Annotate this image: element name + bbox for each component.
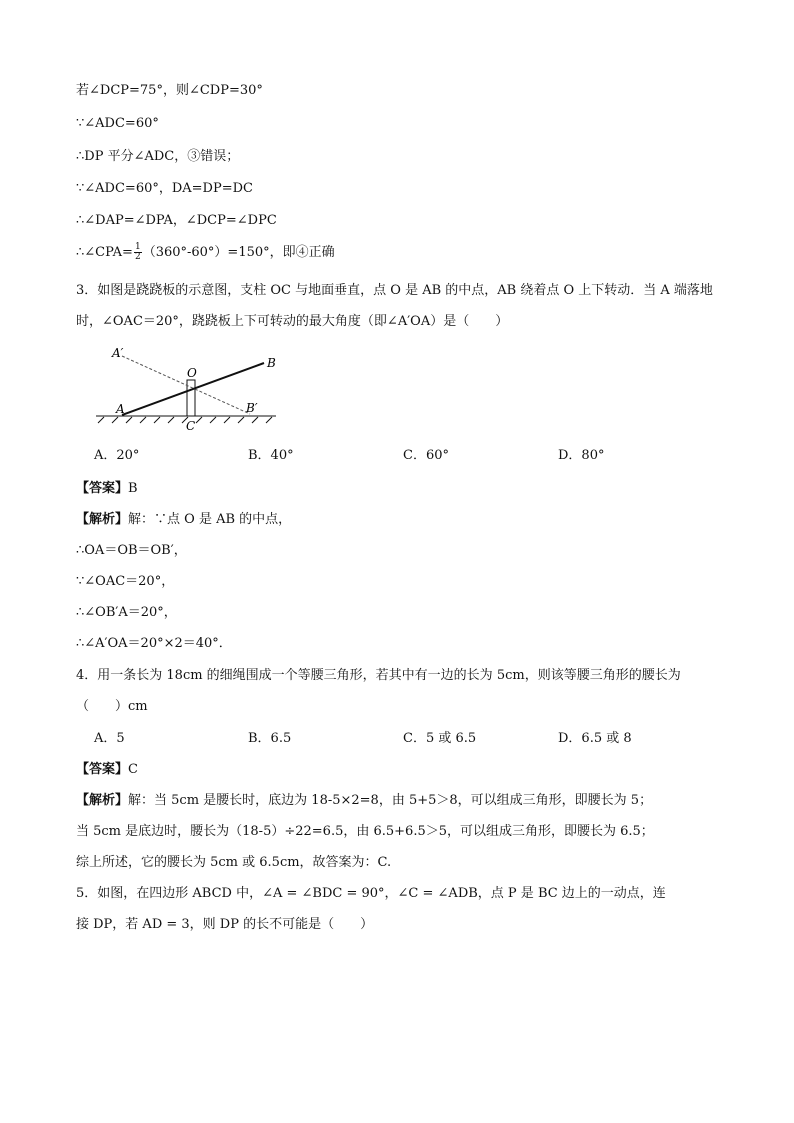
q4-answer xyxy=(76,761,138,779)
q4-answer-label: 【答案】 xyxy=(76,762,129,777)
q4-choice-b: B．6.5 xyxy=(248,731,292,746)
q3-answer-label: 【答案】 xyxy=(76,481,129,496)
label-b-prime: B′ xyxy=(246,401,258,415)
q4-stem-2: （ ）cm xyxy=(76,699,148,714)
q4-analysis-2: 当 5cm 是底边时，腰长为（18-5）÷22=6.5，由 6.5+6.5＞5，可以组成三角形，即腰长为 6.5； xyxy=(76,824,654,839)
rotated-board-dashed xyxy=(122,356,250,414)
q4-analysis-1 xyxy=(76,792,652,810)
q4-answer-value: C xyxy=(128,762,138,777)
q3-analysis-4: ∴∠OB′A＝20°， xyxy=(76,605,177,620)
line-6-suffix: （360°-60°）=150°，即④正确 xyxy=(142,245,335,260)
q4-choice-a: A．5 xyxy=(94,731,125,746)
q4-stem-1: 4．用一条长为 18cm 的细绳围成一个等腰三角形，若其中有一边的长为 5cm，则该等腰三角形的腰长为 xyxy=(76,668,681,683)
label-c: C xyxy=(186,419,196,433)
label-a-prime: A′ xyxy=(112,346,124,360)
q4-analysis-text-1: 解：当 5cm 是腰长时，底边为 18-5×2=8，由 5+5＞8，可以组成三角形，即腰长为 5； xyxy=(128,793,653,808)
label-o: O xyxy=(187,366,197,380)
q3-analysis-2: ∴OA＝OB＝OB′， xyxy=(76,543,187,558)
line-5: ∴∠DAP=∠DPA，∠DCP=∠DPC xyxy=(76,213,277,228)
q3-analysis-label: 【解析】 xyxy=(76,512,129,527)
q5-stem-1: 5．如图，在四边形 ABCD 中，∠A = ∠BDC = 90°，∠C = ∠ADB，点 P 是 BC 边上的一动点，连 xyxy=(76,886,666,901)
fraction-half xyxy=(134,243,142,262)
ground-hatch xyxy=(98,417,272,423)
q4-choice-d: D．6.5 或 8 xyxy=(558,731,632,746)
line-2: ∵∠ADC=60° xyxy=(76,116,159,131)
q3-choice-c: C．60° xyxy=(403,448,449,463)
label-a: A xyxy=(116,402,125,416)
q3-choice-a: A．20° xyxy=(94,448,140,463)
q4-choice-c: C．5 或 6.5 xyxy=(403,731,477,746)
line-6-prefix: ∴∠CPA= xyxy=(76,245,133,260)
q3-answer xyxy=(76,480,138,498)
line-1: 若∠DCP=75°，则∠CDP=30° xyxy=(76,83,263,98)
line-6 xyxy=(76,243,335,262)
line-4: ∵∠ADC=60°，DA=DP=DC xyxy=(76,181,253,196)
fraction-numerator: 1 xyxy=(134,242,141,252)
q3-choice-d: D．80° xyxy=(558,448,605,463)
q3-analysis-5: ∴∠A′OA＝20°×2＝40°． xyxy=(76,636,232,651)
q4-analysis-3: 综上所述，它的腰长为 5cm 或 6.5cm，故答案为：C. xyxy=(76,855,392,870)
q3-stem-2: 时，∠OAC＝20°，跷跷板上下可转动的最大角度（即∠A′OA）是（ ） xyxy=(76,314,509,329)
q3-stem-1: 3．如图是跷跷板的示意图，支柱 OC 与地面垂直，点 O 是 AB 的中点，AB 绕着点 O 上下转动．当 A 端落地 xyxy=(76,283,713,298)
q3-analysis-text-1: 解：∵点 O 是 AB 的中点， xyxy=(128,512,292,527)
label-b: B xyxy=(267,356,276,370)
q3-answer-value: B xyxy=(128,481,138,496)
seesaw-figure xyxy=(92,340,292,435)
q3-analysis-3: ∵∠OAC＝20°， xyxy=(76,574,175,589)
support-pillar xyxy=(187,380,195,416)
q3-analysis-1 xyxy=(76,511,291,529)
fraction-denominator: 2 xyxy=(134,252,141,262)
q5-stem-2: 接 DP，若 AD = 3，则 DP 的长不可能是（ ） xyxy=(76,917,374,932)
line-3: ∴DP 平分∠ADC，③错误； xyxy=(76,149,240,164)
q4-analysis-label: 【解析】 xyxy=(76,793,129,808)
q3-choice-b: B．40° xyxy=(248,448,294,463)
